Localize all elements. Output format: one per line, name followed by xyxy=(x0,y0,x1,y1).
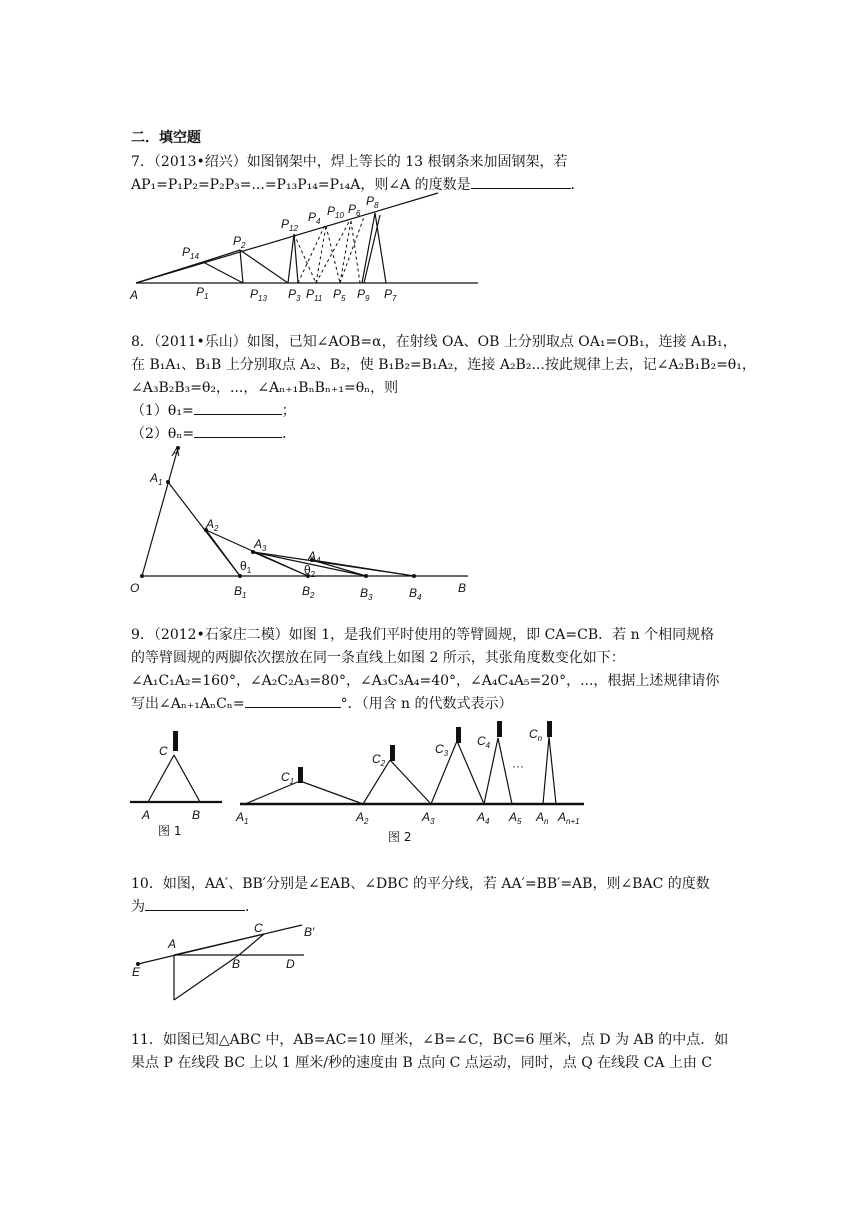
q9-text-line2: 的等臂圆规的两脚依次摆放在同一条直线上如图 2 所示，其张角度数变化如下： xyxy=(131,650,625,666)
svg-text:C: C xyxy=(159,744,168,758)
svg-text:B: B xyxy=(192,808,201,822)
svg-text:A2: $A_2$ xyxy=(206,517,219,533)
q9-compass-figures xyxy=(128,715,588,850)
q9-text-line3: ∠A₁C₁A₂=160°，∠A₂C₂A₃=80°，∠A₃C₃A₄=40°，∠A₄C₄A₅=20°，...，根据上述规律请你 xyxy=(131,673,720,689)
svg-text:A3: $A_3$ xyxy=(422,810,435,826)
q9-ellipsis: ··· xyxy=(512,759,524,773)
q8-text-line2: 在 B₁A₁、B₁B 上分别取点 A₂、B₂，使 B₁B₂=B₁A₂，连接 A₂B₂...按此规律上去，记∠A₂B₁B₂=θ₁， xyxy=(131,357,756,373)
q11-text-line1: 11．如图已知△ABC 中，AB=AC=10 厘米，∠B=∠C，BC=6 厘米，点 D 为 AB 的中点．如 xyxy=(131,1032,729,1048)
q9-answer-blank[interactable] xyxy=(245,695,341,708)
q8-answer-blank-2[interactable] xyxy=(194,425,282,438)
svg-text:B: B xyxy=(232,957,241,971)
q8-text-line3: ∠A₃B₂B₃=θ₂，...，∠Aₙ₊₁BₙBₙ₊₁=θₙ，则 xyxy=(131,380,399,396)
q9-fig2-caption: 图 2 xyxy=(388,830,412,844)
svg-text:B1: $B_1$ xyxy=(234,584,247,600)
q7-label-A: A xyxy=(130,288,139,302)
q7-label-P5: $P_5$ xyxy=(333,287,346,302)
svg-text:C: C xyxy=(254,921,263,935)
q7-label-P14: $P_{14}$ xyxy=(182,245,199,261)
q7-label-P13: $P_{13}$ xyxy=(250,287,267,302)
q11-text-line2: 果点 P 在线段 BC 上以 1 厘米/秒的速度由 B 点向 C 点运动，同时，点 Q 在线段 CA 上由 C xyxy=(131,1055,713,1071)
q7-label-P2: $P_2$ xyxy=(233,234,246,250)
svg-text:A5: $A_5$ xyxy=(509,810,522,826)
svg-text:C3: $C_3$ xyxy=(435,742,449,758)
svg-text:E: E xyxy=(132,965,141,979)
q7-label-P1: $P_1$ xyxy=(196,285,209,301)
svg-text:A4: $A_4$ xyxy=(477,810,490,826)
svg-text:B3: $B_3$ xyxy=(360,586,373,602)
q7-label-P4: $P_4$ xyxy=(308,210,321,226)
svg-text:A3: $A_3$ xyxy=(254,537,267,553)
svg-text:A: A xyxy=(172,445,181,459)
svg-text:C1: $C_1$ xyxy=(281,770,295,786)
q10-answer-blank[interactable] xyxy=(145,898,245,911)
svg-text:D: D xyxy=(286,957,295,971)
q8-answer-blank-1[interactable] xyxy=(194,402,282,415)
q7-label-P3: $P_3$ xyxy=(288,287,301,302)
q9-text-line4: 写出∠Aₙ₊₁AₙCₙ= °．（用含 n 的代数式表示） xyxy=(131,696,513,712)
svg-text:B4: $B_4$ xyxy=(409,586,422,602)
svg-text:A4: $A_4$ xyxy=(308,549,321,565)
q7-label-P6: $P_6$ xyxy=(348,202,361,218)
svg-text:B2: $B_2$ xyxy=(302,584,315,600)
svg-text:Cn: $C_n$ xyxy=(529,727,543,743)
q8-text-line5: （2）θₙ= ． xyxy=(131,426,297,442)
q7-steel-frame-figure xyxy=(128,192,478,302)
q7-label-P9: $P_9$ xyxy=(357,287,370,302)
q10-angle-bisector-figure xyxy=(128,918,328,1004)
q8-angle-figure xyxy=(128,440,478,602)
q7-answer-blank[interactable] xyxy=(471,176,571,189)
section-heading: 二．填空题 xyxy=(131,130,201,146)
q7-label-P12: $P_{12}$ xyxy=(281,217,298,233)
q8-text-line1: 8．（2011•乐山）如图，已知∠AOB=α，在射线 OA、OB 上分别取点 OA₁=OB₁，连接 A₁B₁， xyxy=(131,334,737,350)
q10-text-line2: 为 ． xyxy=(131,899,259,915)
svg-text:A: A xyxy=(168,937,177,951)
q9-fig1-caption: 图 1 xyxy=(158,824,182,838)
svg-text:An: $A_n$ xyxy=(536,810,549,826)
svg-text:C2: $C_2$ xyxy=(372,752,386,768)
svg-text:A2: $A_2$ xyxy=(356,810,369,826)
svg-text:A: A xyxy=(142,808,151,822)
q7-statement: AP₁=P₁P₂=P₂P₃=...=P₁₃P₁₄=P₁₄A，则∠A 的度数是 xyxy=(131,177,471,193)
svg-text:B′: B′ xyxy=(304,925,315,939)
q7-text-line2: AP₁=P₁P₂=P₂P₃=...=P₁₃P₁₄=P₁₄A，则∠A 的度数是 ． xyxy=(131,177,585,193)
svg-text:θ1: $\theta_1$ xyxy=(240,559,252,575)
q7-label-P10: $P_{10}$ xyxy=(327,204,344,220)
svg-text:A1: $A_1$ xyxy=(236,810,249,826)
svg-text:O: O xyxy=(130,581,140,595)
svg-text:An+1: $A_{n+1}$ xyxy=(558,810,580,826)
q7-label-P7: $P_7$ xyxy=(384,287,397,302)
svg-text:C4: $C_4$ xyxy=(477,734,491,750)
q10-text-line1: 10．如图，AA′、BB′分别是∠EAB、∠DBC 的平分线，若 AA′=BB′=AB，则∠BAC 的度数 xyxy=(131,876,710,892)
q7-label-P8: $P_8$ xyxy=(366,194,379,210)
svg-text:A1: $A_1$ xyxy=(150,471,163,487)
svg-text:B: B xyxy=(458,581,467,595)
q9-text-line1: 9．（2012•石家庄二模）如图 1，是我们平时使用的等臂圆规，即 CA=CB．若 n 个相同规格 xyxy=(131,627,715,643)
q8-text-line4: （1）θ₁= ； xyxy=(131,403,296,419)
q7-label-P11: $P_{11}$ xyxy=(306,287,323,302)
q7-text-line1: 7．（2013•绍兴）如图钢架中，焊上等长的 13 根钢条来加固钢架，若 xyxy=(131,154,568,170)
svg-text:θ2: $\theta_2$ xyxy=(304,563,316,579)
